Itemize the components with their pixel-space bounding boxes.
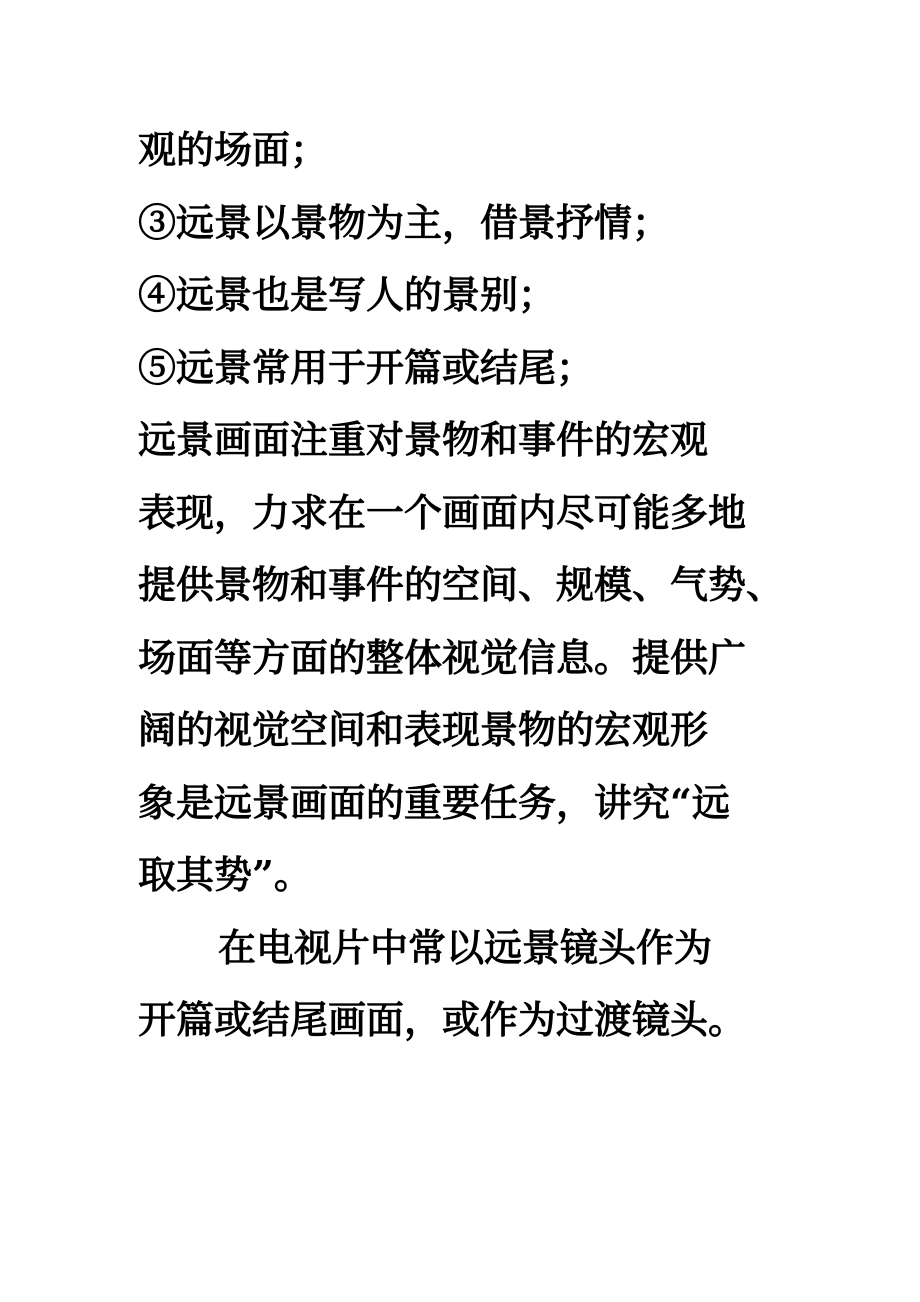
- paragraph-line: 开篇或结尾画面，或作为过渡镜头。: [138, 997, 747, 1042]
- paragraph-line: 提供景物和事件的空间、规模、气势、: [138, 562, 785, 607]
- list-item-4: ④远景也是写人的景别；: [138, 272, 557, 317]
- body-text: [138, 120, 788, 1063]
- paragraph-line: 象是远景画面的重要任务，讲究“远: [138, 779, 730, 825]
- paragraph-line: 取其势”。: [138, 852, 312, 897]
- paragraph-line-indented: 在电视片中常以远景镜头作为: [218, 924, 713, 970]
- paragraph-line: 远景画面注重对景物和事件的宏观: [138, 417, 709, 462]
- list-item-5: ⑤远景常用于开篇或结尾；: [138, 344, 595, 390]
- list-item-3: ③远景以景物为主，借景抒情；: [138, 199, 671, 245]
- paragraph-line: 场面等方面的整体视觉信息。提供广: [138, 634, 747, 680]
- paragraph-line: 阔的视觉空间和表现景物的宏观形: [138, 707, 709, 752]
- paragraph-line: 表现，力求在一个画面内尽可能多地: [138, 489, 747, 535]
- text-line-1: 观的场面；: [138, 127, 329, 172]
